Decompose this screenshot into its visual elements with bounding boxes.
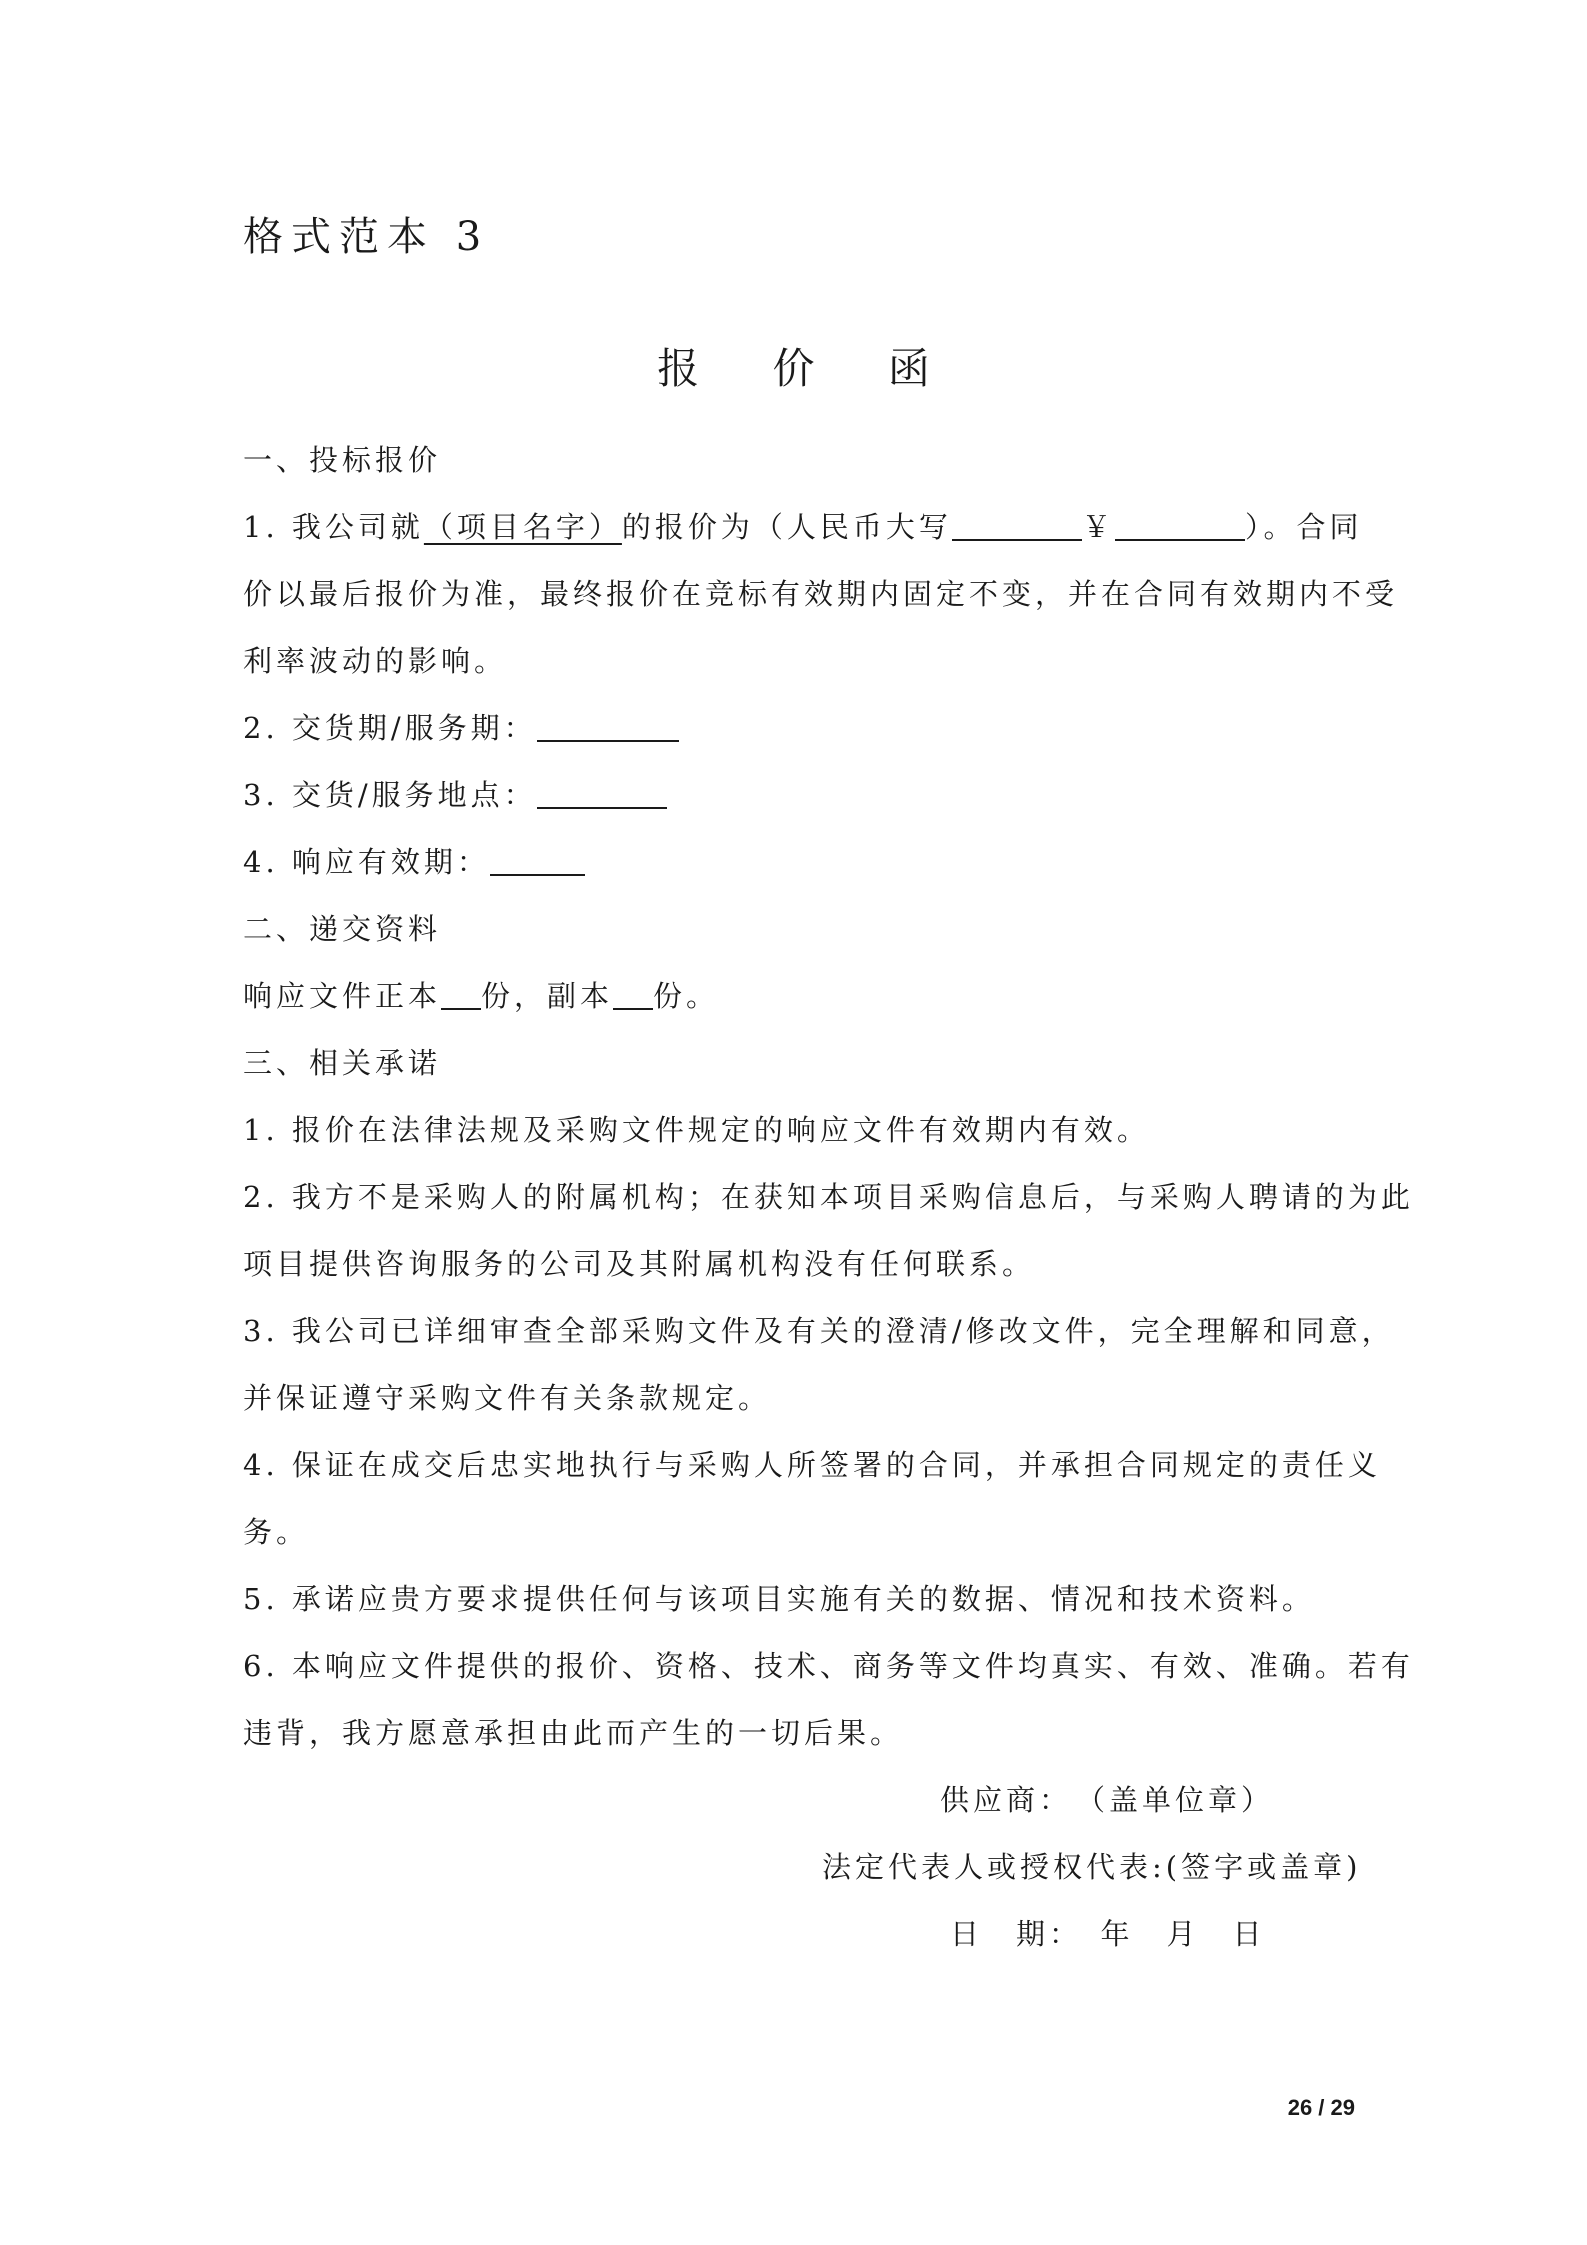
validity-period-blank bbox=[490, 844, 585, 876]
quote-item-1-prefix: 1. 我公司就 bbox=[243, 510, 424, 544]
quote-item-1-line-3: 利率波动的影响。 bbox=[243, 644, 508, 678]
duplicate-count-blank bbox=[613, 978, 653, 1010]
quote-item-2 bbox=[243, 708, 679, 748]
page-number: 26 / 29 bbox=[1287, 2095, 1355, 2120]
quote-item-1-mid: 的报价为（人民币大写 bbox=[621, 510, 952, 544]
section-heading-commitments: 三、相关承诺 bbox=[243, 1046, 442, 1080]
commitment-5: 5. 承诺应贵方要求提供任何与该项目实施有关的数据、情况和技术资料。 bbox=[243, 1582, 1315, 1616]
commitment-2-line-2: 项目提供咨询服务的公司及其附属机构没有任何联系。 bbox=[243, 1247, 1036, 1281]
commitment-4-line-1: 4. 保证在成交后忠实地执行与采购人所签署的合同，并承担合同规定的责任义 bbox=[243, 1448, 1381, 1482]
delivery-period-label: 2. 交货期/服务期： bbox=[243, 711, 537, 745]
format-sample-label: 格式范本 3 bbox=[243, 214, 490, 260]
commitment-2-line-1: 2. 我方不是采购人的附属机构；在获知本项目采购信息后，与采购人聘请的为此 bbox=[243, 1180, 1414, 1214]
project-name-placeholder: （项目名字） bbox=[423, 510, 622, 544]
document-title: 报 价 函 bbox=[657, 344, 960, 393]
copies-line bbox=[243, 976, 719, 1016]
date-line: 日 期： 年 月 日 bbox=[950, 1917, 1266, 1951]
amount-words-blank bbox=[952, 509, 1082, 541]
quote-item-3 bbox=[243, 775, 667, 815]
delivery-location-label: 3. 交货/服务地点： bbox=[243, 778, 537, 812]
copies-text-a: 响应文件正本 bbox=[243, 979, 442, 1013]
quote-item-1-line-2: 价以最后报价为准，最终报价在竞标有效期内固定不变，并在合同有效期内不受 bbox=[243, 577, 1399, 611]
validity-period-label: 4. 响应有效期： bbox=[243, 845, 490, 879]
section-heading-quote: 一、投标报价 bbox=[243, 443, 442, 477]
commitment-4-line-2: 务。 bbox=[243, 1515, 310, 1549]
delivery-location-blank bbox=[537, 777, 667, 809]
delivery-period-blank bbox=[537, 710, 679, 742]
yen-symbol: ￥ bbox=[1081, 510, 1115, 544]
representative-signature-line: 法定代表人或授权代表:(签字或盖章) bbox=[822, 1850, 1362, 1884]
commitment-6-line-2: 违背，我方愿意承担由此而产生的一切后果。 bbox=[243, 1716, 904, 1750]
quote-item-1-line-1 bbox=[243, 507, 1362, 547]
section-heading-submission: 二、递交资料 bbox=[243, 912, 442, 946]
commitment-1: 1. 报价在法律法规及采购文件规定的响应文件有效期内有效。 bbox=[243, 1113, 1150, 1147]
supplier-seal-line: 供应商： （盖单位章） bbox=[940, 1783, 1275, 1817]
quote-item-4 bbox=[243, 842, 585, 882]
copies-text-b: 份，副本 bbox=[481, 979, 614, 1013]
original-count-blank bbox=[441, 978, 481, 1010]
amount-number-blank bbox=[1115, 509, 1245, 541]
commitment-3-line-2: 并保证遵守采购文件有关条款规定。 bbox=[243, 1381, 772, 1415]
copies-text-c: 份。 bbox=[653, 979, 720, 1013]
commitment-3-line-1: 3. 我公司已详细审查全部采购文件及有关的澄清/修改文件，完全理解和同意， bbox=[243, 1314, 1395, 1348]
quote-item-1-suffix: ）。合同 bbox=[1244, 510, 1363, 544]
commitment-6-line-1: 6. 本响应文件提供的报价、资格、技术、商务等文件均真实、有效、准确。若有 bbox=[243, 1649, 1414, 1683]
